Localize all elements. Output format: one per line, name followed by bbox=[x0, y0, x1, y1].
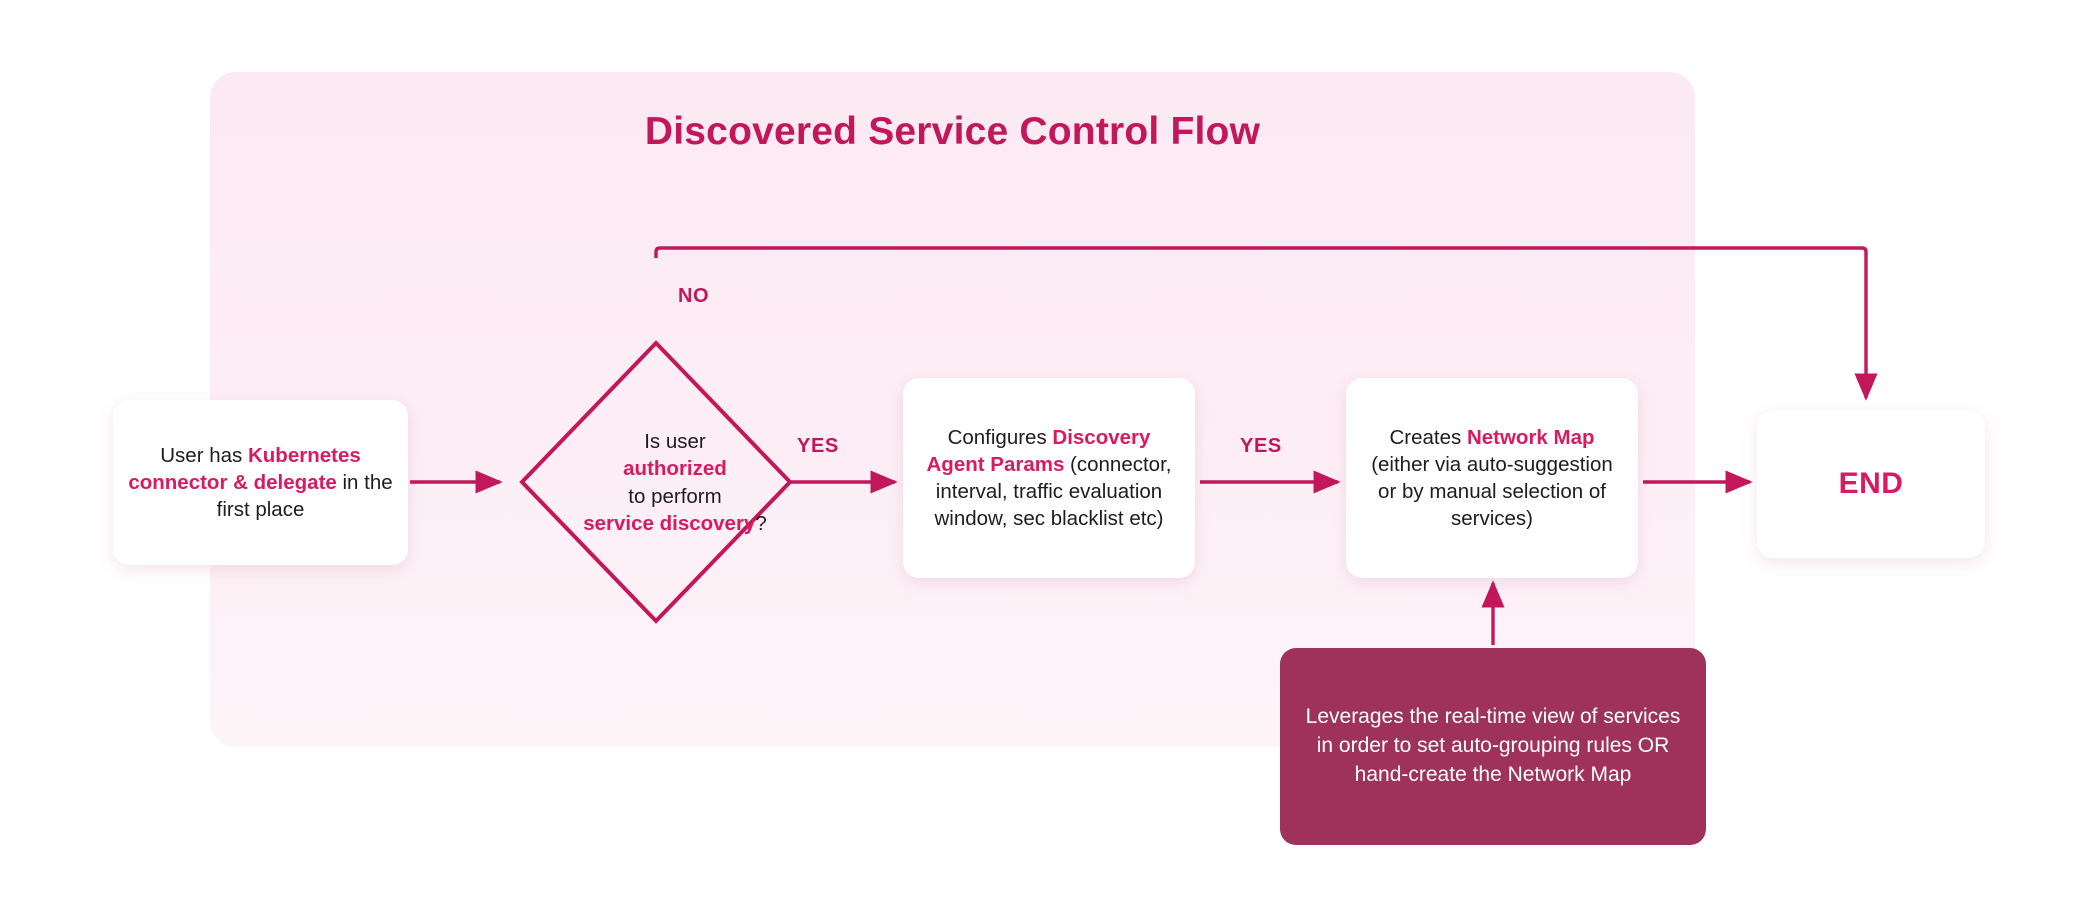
map-highlight: Network Map bbox=[1466, 425, 1595, 449]
edge-label-yes-1: YES bbox=[797, 435, 839, 457]
configure-text-after: (connector, interval, traffic evaluation window, sec blacklist etc) bbox=[934, 452, 1172, 531]
edge-label-no: NO bbox=[678, 285, 710, 307]
node-end bbox=[1757, 410, 1985, 558]
note-network-map-details bbox=[1280, 648, 1706, 845]
node-creates-network-map bbox=[1346, 378, 1638, 578]
edge-decision-no-to-end bbox=[656, 248, 1866, 398]
note-text: Leverages the real-time view of services in order to set auto-grouping rules OR hand-create the Network Map bbox=[1305, 705, 1681, 786]
decision-node-label bbox=[565, 400, 785, 565]
decision-highlight-2: service discovery bbox=[583, 511, 756, 535]
end-label: END bbox=[1838, 467, 1904, 501]
node-start bbox=[113, 400, 408, 565]
configure-text-before: Configures bbox=[947, 425, 1053, 449]
decision-suffix: ? bbox=[755, 511, 767, 535]
map-text-after: (either via auto-suggestion or by manual selection of services) bbox=[1371, 452, 1613, 531]
start-text-after: in the first place bbox=[216, 470, 393, 522]
start-text-before: User has bbox=[160, 443, 248, 467]
decision-line-2: to perform bbox=[628, 484, 722, 508]
edge-label-yes-2: YES bbox=[1240, 435, 1282, 457]
node-configure-discovery-agent-params bbox=[903, 378, 1195, 578]
start-highlight: Kubernetes connector & delegate bbox=[128, 443, 361, 494]
configure-highlight: Discovery Agent Params bbox=[926, 425, 1151, 476]
map-text-before: Creates bbox=[1389, 425, 1467, 449]
page-title: Discovered Service Control Flow bbox=[644, 110, 1261, 153]
decision-highlight-1: authorized bbox=[623, 457, 727, 481]
decision-line-1: Is user bbox=[644, 430, 706, 453]
